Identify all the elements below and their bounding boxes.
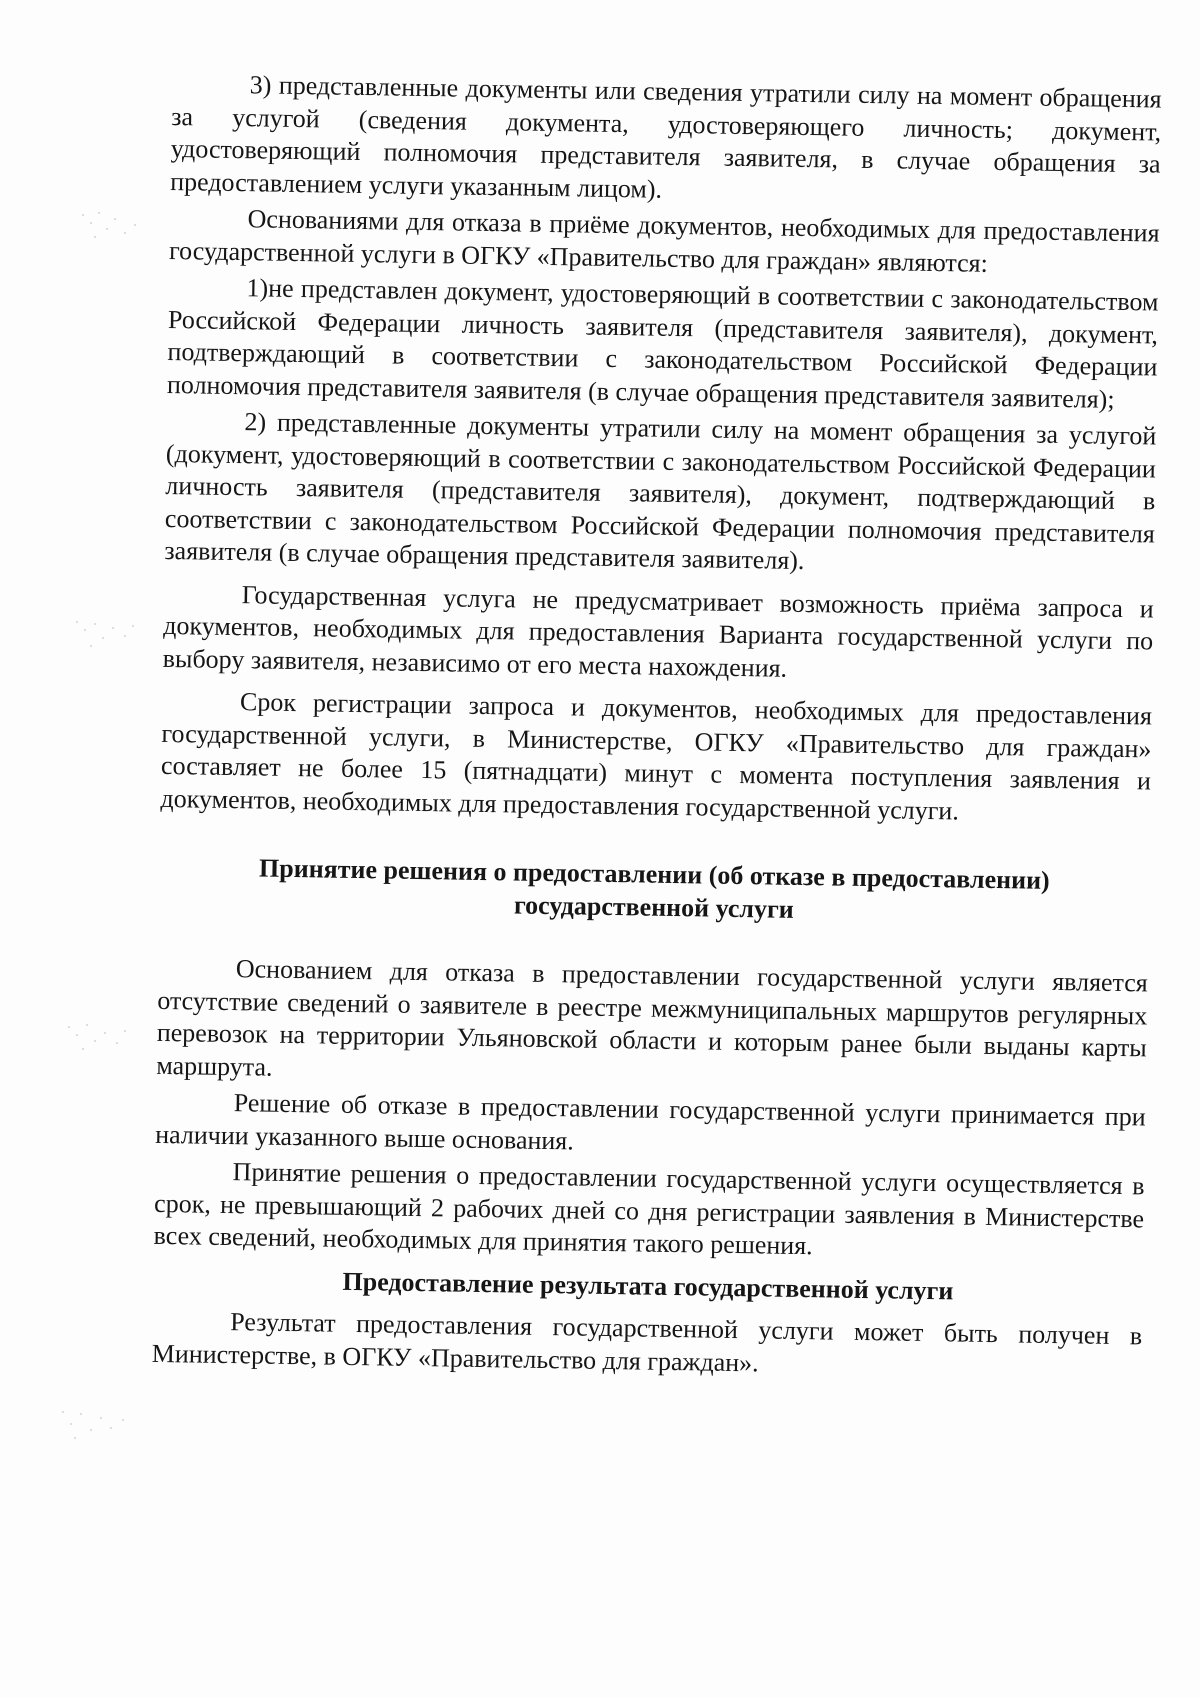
paragraph: Решение об отказе в предоставлении государственной услуги принимается при наличии указанного выше основания. bbox=[155, 1088, 1146, 1155]
scan-noise bbox=[78, 208, 148, 248]
section-heading-line: государственной услуги bbox=[513, 889, 794, 924]
paragraph: Срок регистрации запроса и документов, необходимых для предоставления государственной услуги, в Министерстве, ОГКУ «Правительство для граждан» составляет не более 15 (пятнадцати) минут с момента поступления заявления и документов, необходимых для предоставления государственной услуги. bbox=[160, 687, 1153, 825]
scan-noise bbox=[72, 615, 142, 655]
paragraph: 1)не представлен документ, удостоверяющий в соответствии с законодательством Российской Федерации личность заявителя (представителя заявителя), документ, подтверждающий в соответствии с законодательством Российской Федерации полномочия представителя заявителя (в случае обращения представителя заявителя); bbox=[166, 273, 1159, 414]
paragraph: Результат предоставления государственной услуги может быть получен в Министерстве, в ОГКУ «Правительство для граждан». bbox=[151, 1307, 1143, 1377]
paragraph: Государственная услуга не предусматривает возможность приёма запроса и документов, необходимых для предоставления Варианта государственной услуги по выбору заявителя, независимо от его места нахождения. bbox=[162, 579, 1154, 683]
scan-noise bbox=[62, 1018, 132, 1058]
paragraph: 3) представленные документы или сведения утратили силу на момент обращения за услугой (сведения документа, удостоверяющего личность; документ, удостоверяющий полномочия представителя заявителя, в случае обращения за предоставлением услуги указанным лицом). bbox=[169, 70, 1162, 204]
paragraph: 2) представленные документы утратили силу на момент обращения за услугой (документ, удостоверяющий в соответствии с законодательством Российской Федерации личность заявителя (представителя заявителя), документ, подтверждающий в соответствии с законодательством Российской Федерации полномочия представителя заявителя (в случае обращения представителя заявителя). bbox=[164, 407, 1157, 575]
paragraph: Принятие решения о предоставлении государственной услуги осуществляется в срок, не превышающий 2 рабочих дней со дня регистрации заявления в Министерстве всех сведений, необходимых для принятия такого решения. bbox=[153, 1157, 1145, 1261]
section-heading-line: Принятие решения о предоставлении (об отказе в предоставлении) bbox=[258, 853, 1050, 895]
paragraph: Основаниями для отказа в приёме документов, необходимых для предоставления государственной услуги в ОГКУ «Правительство для граждан» являются: bbox=[168, 204, 1160, 278]
document-body bbox=[152, 68, 1162, 1385]
scan-noise bbox=[58, 1405, 128, 1445]
section-heading: Предоставление результата государственной услуги bbox=[342, 1266, 954, 1305]
paragraph: Основанием для отказа в предоставлении государственной услуги является отсутствие сведений о заявителе в реестре межмуниципальных маршрутов регулярных перевозок на территории Ульяновской области и которым ранее были выданы карты маршрута. bbox=[156, 954, 1148, 1082]
